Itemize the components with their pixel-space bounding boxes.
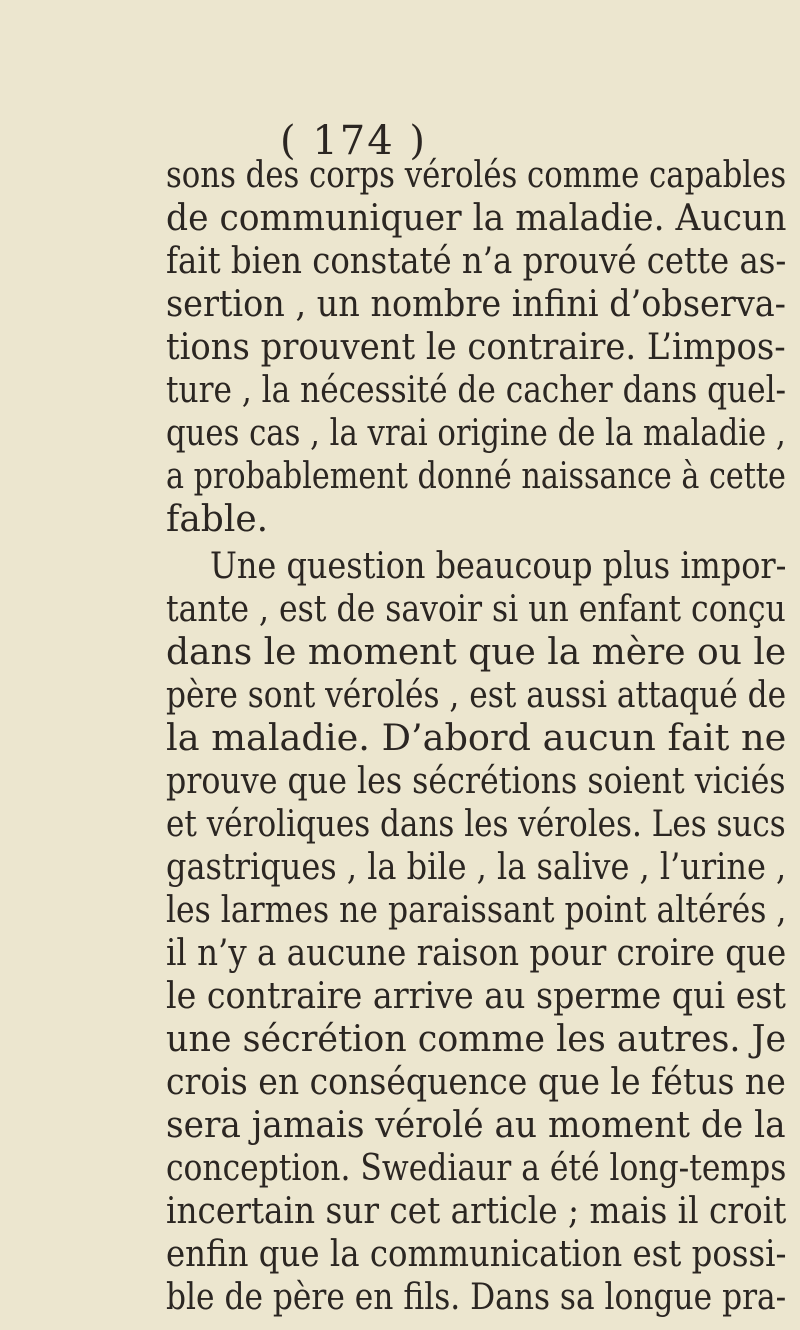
text-line: la maladie. D’abord aucun fait ne xyxy=(166,718,787,759)
page-number: ( 174 ) xyxy=(280,118,427,164)
text-line: il n’y a aucune raison pour croire que xyxy=(166,933,787,974)
text-line: fait bien constaté n’a prouvé cette as- xyxy=(166,241,787,282)
text-line: ture , la nécessité de cacher dans quel- xyxy=(166,370,787,411)
text-line: dans le moment que la mère ou le xyxy=(166,632,787,673)
text-line: incertain sur cet article ; mais il croit xyxy=(166,1191,787,1232)
text-line: ques cas , la vrai origine de la maladie , xyxy=(166,413,786,454)
text-line: a probablement donné naissance à cette xyxy=(166,456,786,497)
text-line: tante , est de savoir si un enfant conçu xyxy=(166,589,786,630)
text-line: sera jamais vérolé au moment de la xyxy=(166,1105,786,1146)
text-line: sons des corps vérolés comme capables xyxy=(166,155,787,196)
text-line: une sécrétion comme les autres. Je xyxy=(166,1019,787,1060)
text-line: le contraire arrive au sperme qui est xyxy=(166,976,786,1017)
text-line: enfin que la communication est possi- xyxy=(166,1234,787,1275)
text-line: les larmes ne paraissant point altérés , xyxy=(166,890,787,931)
text-line: crois en conséquence que le fétus ne xyxy=(166,1062,786,1103)
text-line: et véroliques dans les véroles. Les sucs xyxy=(166,804,786,845)
text-line: père sont vérolés , est aussi attaqué de xyxy=(166,675,787,716)
text-line: Une question beaucoup plus impor- xyxy=(210,546,787,587)
text-line: sertion , un nombre infini d’observa- xyxy=(166,284,786,325)
text-line: de communiquer la maladie. Aucun xyxy=(166,198,787,239)
text-line: fable. xyxy=(166,499,269,540)
text-line: tions prouvent le contraire. L’impos- xyxy=(166,327,786,368)
text-line: gastriques , la bile , la salive , l’urine , xyxy=(166,847,787,888)
text-line: prouve que les sécrétions soient viciés xyxy=(166,761,786,802)
text-line: conception. Swediaur a été long-temps xyxy=(166,1148,787,1189)
text-line: ble de père en fils. Dans sa longue pra- xyxy=(166,1277,787,1318)
